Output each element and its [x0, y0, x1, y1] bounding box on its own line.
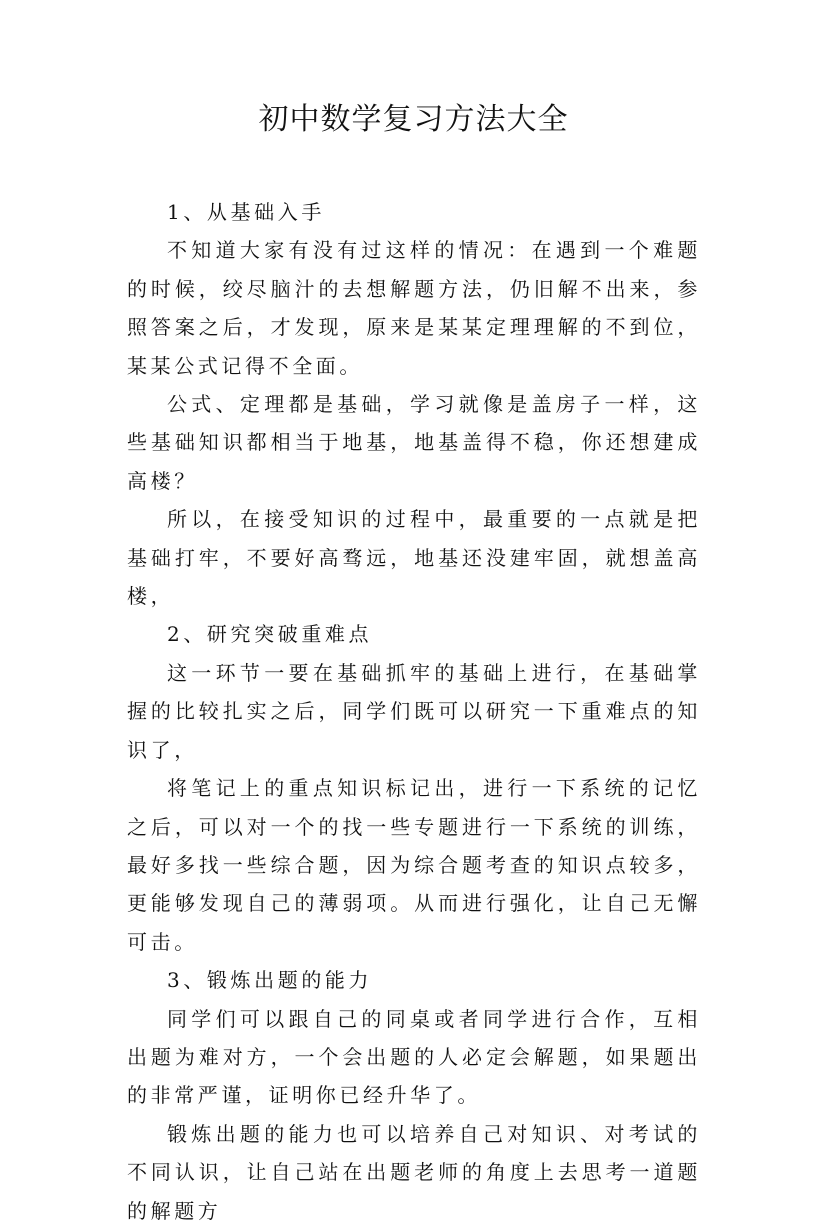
paragraph: 这一环节一要在基础抓牢的基础上进行，在基础掌握的比较扎实之后，同学们既可以研究一下重难点的知识了，: [127, 660, 701, 762]
section-heading-2: 2、研究突破重难点: [167, 622, 373, 647]
paragraph: 公式、定理都是基础，学习就像是盖房子一样，这些基础知识都相当于地基，地基盖得不稳，你还想建成高楼？: [127, 392, 701, 493]
paragraph: 将笔记上的重点知识标记出，进行一下系统的记忆之后，可以对一个的找一些专题进行一下系统的训练，最好多找一些综合题，因为综合题考查的知识点较多，更能够发现自己的薄弱项。从而进行强化，让自己无懈可击。: [127, 776, 701, 954]
paragraph: 不知道大家有没有过这样的情况：在遇到一个难题的时候，绞尽脑汁的去想解题方法，仍旧解不出来，参照答案之后，才发现，原来是某某定理理解的不到位，某某公式记得不全面。: [127, 238, 701, 378]
paragraph: 所以，在接受知识的过程中，最重要的一点就是把基础打牢，不要好高骛远，地基还没建牢固，就想盖高楼，: [127, 507, 701, 609]
document-body: [127, 193, 701, 1230]
paragraph: 锻炼出题的能力也可以培养自己对知识、对考试的不同认识，让自己站在出题老师的角度上去思考一道题的解题方: [127, 1121, 701, 1223]
paragraph: 同学们可以跟自己的同桌或者同学进行合作，互相出题为难对方，一个会出题的人必定会解题，如果题出的非常严谨，证明你已经升华了。: [127, 1006, 701, 1108]
document-title: 初中数学复习方法大全: [258, 102, 569, 137]
section-heading-3: 3、锻炼出题的能力: [167, 968, 373, 993]
section-heading-1: 1、从基础入手: [167, 200, 325, 224]
